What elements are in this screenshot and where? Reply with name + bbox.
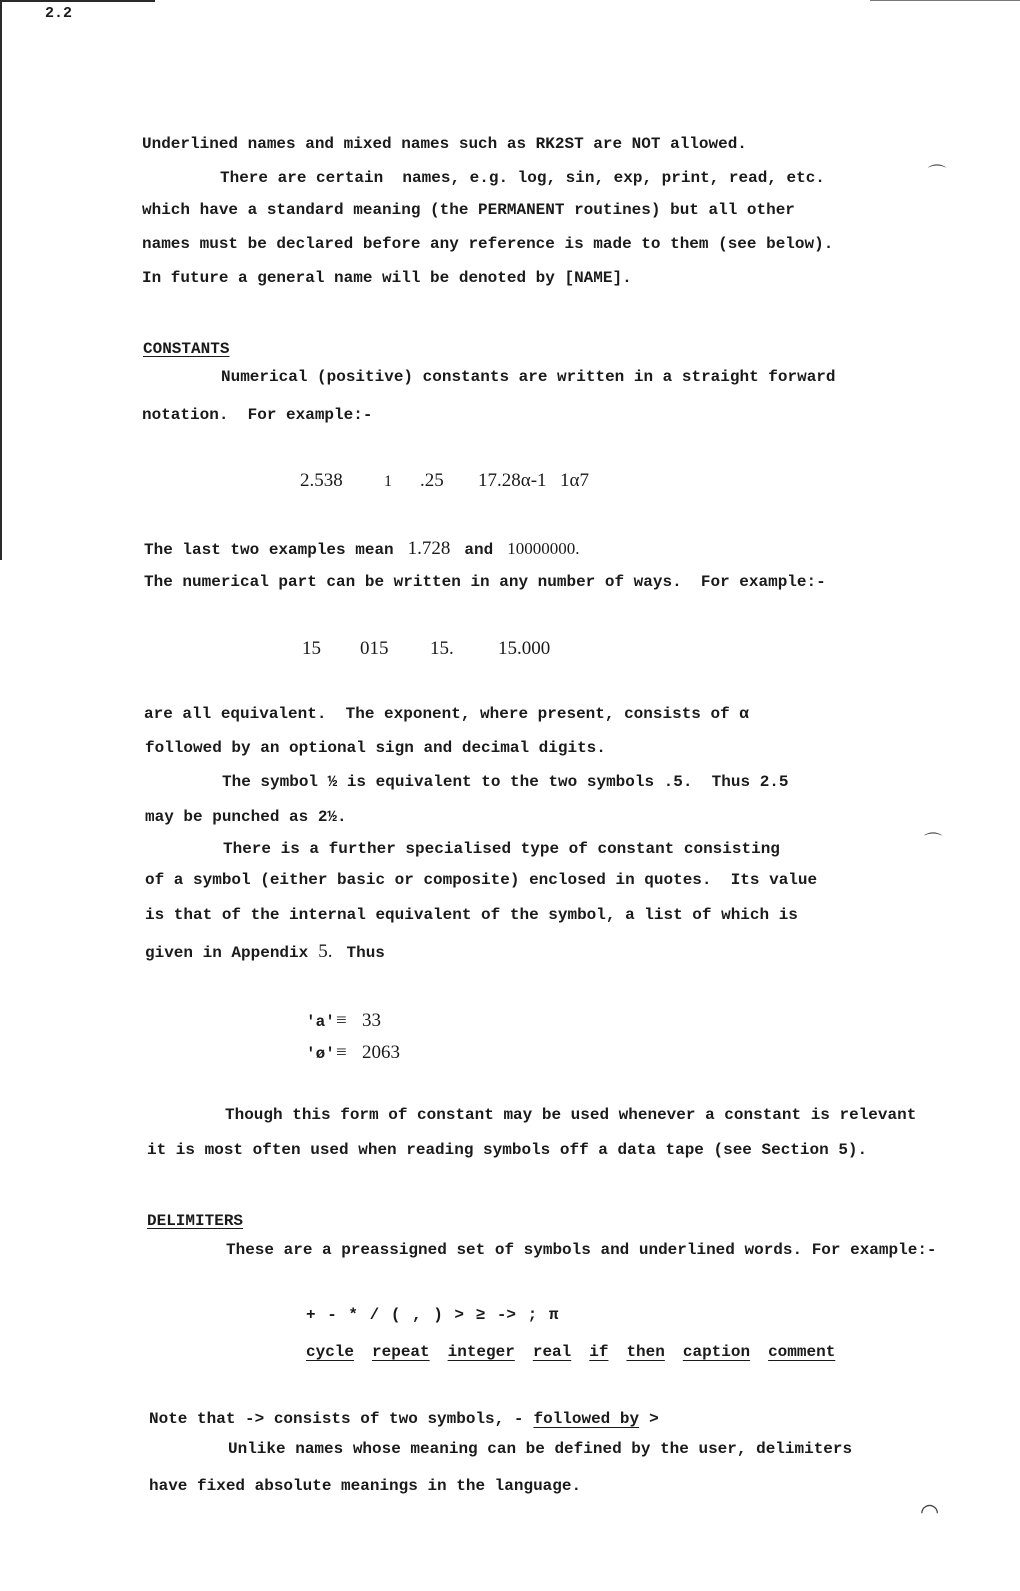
constant-examples bbox=[300, 470, 589, 492]
text-line: may be punched as 2½. bbox=[145, 808, 347, 826]
section-heading-delimiters: DELIMITERS bbox=[147, 1212, 244, 1230]
text-fragment: Note that -> consists of two symbols, - bbox=[149, 1410, 524, 1428]
text-line: Unlike names whose meaning can be defined by the user, delimiters bbox=[228, 1440, 853, 1458]
text-line bbox=[145, 941, 385, 963]
delimiter-word: repeat bbox=[372, 1343, 430, 1361]
page-edge-left bbox=[0, 0, 2, 560]
example-value: 17.28α-1 bbox=[478, 470, 547, 491]
delimiter-word: then bbox=[626, 1343, 665, 1361]
example-value: 1α7 bbox=[560, 470, 589, 491]
quoted-symbol: 'ø' bbox=[306, 1045, 335, 1063]
text-line: These are a preassigned set of symbols and underlined words. For example:- bbox=[226, 1241, 937, 1259]
text-fragment: > bbox=[649, 1410, 659, 1428]
page-edge-top bbox=[0, 0, 155, 2]
delimiter-word: real bbox=[532, 1343, 572, 1361]
underlined-phrase: followed by bbox=[533, 1410, 640, 1428]
appendix-number: 5. bbox=[318, 941, 333, 962]
text-line: is that of the internal equivalent of the symbol, a list of which is bbox=[145, 906, 798, 924]
text-line: Though this form of constant may be used whenever a constant is relevant bbox=[225, 1106, 917, 1124]
equivalence-sign: ≡ bbox=[336, 1042, 347, 1063]
text-line bbox=[144, 538, 579, 560]
delimiter-symbols: + - * / ( , ) > ≥ -> ; π bbox=[306, 1306, 559, 1324]
section-heading-constants: CONSTANTS bbox=[143, 340, 230, 358]
value-10000000: 10000000. bbox=[507, 539, 580, 558]
margin-mark-icon: ⌒ bbox=[928, 164, 946, 185]
value-1728: 1.728 bbox=[407, 538, 451, 559]
text-line: There are certain names, e.g. log, sin, exp, print, read, etc. bbox=[220, 169, 825, 187]
text-line: Numerical (positive) constants are written in a straight forward bbox=[221, 368, 836, 386]
example-value: 15.000 bbox=[498, 638, 551, 659]
delimiter-words bbox=[306, 1343, 835, 1361]
page-number: 2.2 bbox=[45, 5, 73, 22]
delimiter-word: integer bbox=[447, 1343, 515, 1361]
text-line: The numerical part can be written in any number of ways. For example:- bbox=[144, 573, 826, 591]
example-value: .25 bbox=[420, 470, 444, 491]
delimiter-word: cycle bbox=[306, 1343, 355, 1361]
delimiter-word: if bbox=[589, 1343, 609, 1361]
delimiter-word: comment bbox=[768, 1343, 836, 1361]
quote-example bbox=[306, 1042, 400, 1064]
symbol-value: 33 bbox=[362, 1010, 381, 1031]
symbol-value: 2063 bbox=[362, 1042, 400, 1063]
delimiter-word: caption bbox=[682, 1343, 751, 1361]
equivalence-sign: ≡ bbox=[336, 1010, 347, 1031]
text-line: The symbol ½ is equivalent to the two symbols .5. Thus 2.5 bbox=[222, 773, 789, 791]
margin-mark-icon: ⌒ bbox=[924, 832, 942, 853]
example-value: 15. bbox=[430, 638, 454, 659]
text-line: names must be declared before any reference is made to them (see below). bbox=[142, 235, 834, 253]
text-line: have fixed absolute meanings in the language. bbox=[149, 1477, 582, 1495]
example-value: 2.538 bbox=[300, 470, 343, 491]
text-line bbox=[149, 1410, 659, 1428]
equivalent-examples bbox=[302, 638, 550, 660]
text-line: which have a standard meaning (the PERMANENT routines) but all other bbox=[142, 201, 795, 219]
quote-example bbox=[306, 1010, 381, 1032]
text-fragment: The last two examples mean bbox=[144, 541, 394, 559]
text-line: notation. For example:- bbox=[142, 406, 373, 424]
text-line: In future a general name will be denoted by [NAME]. bbox=[142, 269, 632, 287]
text-fragment: given in Appendix bbox=[145, 944, 309, 962]
text-line: There is a further specialised type of constant consisting bbox=[223, 840, 780, 858]
example-value: 15 bbox=[302, 638, 321, 659]
text-line: Underlined names and mixed names such as RK2ST are NOT allowed. bbox=[142, 135, 747, 153]
example-value: 1 bbox=[384, 473, 392, 490]
text-line: of a symbol (either basic or composite) enclosed in quotes. Its value bbox=[145, 871, 818, 889]
text-line: are all equivalent. The exponent, where present, consists of α bbox=[144, 705, 749, 723]
example-value: 015 bbox=[360, 638, 389, 659]
page-edge-top-right bbox=[870, 0, 1020, 1]
text-line: followed by an optional sign and decimal digits. bbox=[145, 739, 606, 757]
margin-mark-icon: ◠ bbox=[920, 1500, 940, 1525]
text-line: it is most often used when reading symbols off a data tape (see Section 5). bbox=[147, 1141, 868, 1159]
quoted-symbol: 'a' bbox=[306, 1013, 335, 1031]
text-fragment: and bbox=[464, 541, 494, 559]
text-fragment: Thus bbox=[346, 944, 385, 962]
